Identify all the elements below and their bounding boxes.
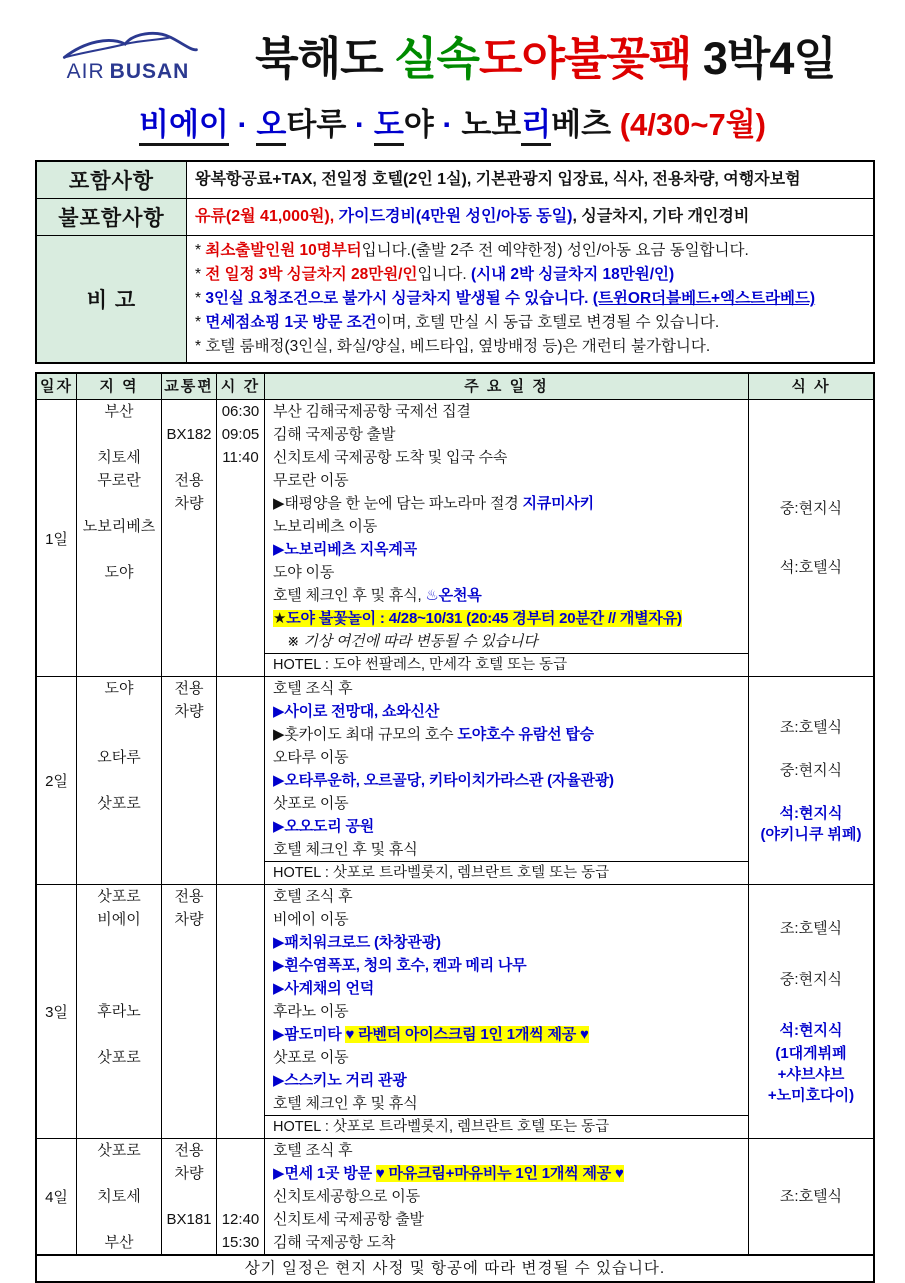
text-segment: 3인실 요청조건으로 불가시 싱글차지 발생될 수 있습니다. [205,290,593,307]
schedule-line [265,1069,748,1092]
text-segment: (트윈OR더블베드+엑스트라베드) [592,290,816,307]
meal-item: +노미호다이) [767,1086,855,1104]
text-segment: 김해 국제공항 도착 [273,1234,396,1251]
time-cell: 12:40 [221,1211,260,1228]
schedule-line [265,492,748,515]
transport-column [162,400,217,676]
text-segment: 김해 국제공항 출발 [273,426,396,443]
spacer [162,861,216,884]
time-cell [217,1139,264,1162]
meal-item: 조:호텔식 [779,1188,843,1205]
time-cell: 09:05 [221,426,260,443]
text-segment: 호텔 조식 후 [273,680,353,697]
time-cell [217,746,264,769]
info-row-content [187,199,873,235]
text-segment: 전 일정 3박 싱글차지 28만원/인 [205,266,418,283]
info-table [35,160,875,364]
subtitle-segment: · [228,107,257,142]
subtitle-segment: · [346,107,374,142]
schedule-column [265,1139,749,1254]
meal-item: 석:호텔식 [779,559,843,576]
region-cell [77,977,161,1000]
region-cell [77,931,161,954]
text-segment: ▶흰수염폭포, 청의 호수, 켄과 메리 나무 [273,957,527,974]
meal-item: (야키니쿠 뷔페) [760,825,862,843]
text-segment: ▶팜도미타 [273,1026,346,1043]
meal-item: 석:현지식 [779,1021,843,1039]
time-cell [217,1092,264,1115]
transport-cell: 전용 [174,888,204,905]
spacer [77,653,161,676]
spacer [162,1115,216,1138]
itinerary-days [37,400,873,1255]
region-cell: 삿포로 [97,888,141,905]
region-cell [77,538,161,561]
schedule-line [265,469,748,492]
transport-cell [162,792,216,815]
text-segment: 신치토세 국제공항 출발 [273,1211,424,1228]
region-cell: 오타루 [97,749,141,766]
schedule-line [265,677,748,700]
time-column [217,885,265,1138]
transport-cell [162,400,216,423]
info-row [37,162,873,199]
schedule-line [265,931,748,954]
text-segment: 호텔 체크인 후 및 휴식, [273,587,426,604]
transport-cell [162,1185,216,1208]
time-cell [217,677,264,700]
region-cell [77,815,161,838]
title-segment: 실속 [394,33,479,84]
schedule-line [265,1139,748,1162]
text-segment: 오타루 이동 [273,749,349,766]
region-cell [77,954,161,977]
page-title [214,22,877,87]
schedule-column [265,400,749,676]
hotel-line: HOTEL : 도야 썬팔레스, 만세각 호텔 또는 동급 [265,653,748,676]
time-cell [217,1023,264,1046]
schedule-line [265,561,748,584]
region-cell: 도야 [104,680,134,697]
text-segment: ♥ 라벤더 아이스크림 1인 1개씩 제공 ♥ [345,1026,589,1043]
info-line [195,165,865,195]
subtitle-segment: 도 [374,107,404,146]
text-segment: 가이드경비(4만원 성인/아동 동일) [338,208,573,225]
time-cell [217,1185,264,1208]
region-cell [77,423,161,446]
region-cell [77,769,161,792]
column-header: 일자 [37,374,77,399]
meal-column [749,1139,873,1254]
schedule-line [265,769,748,792]
transport-cell [162,561,216,584]
hotel-line: HOTEL : 삿포로 트라벨롯지, 렘브란트 호텔 또는 동급 [265,861,748,884]
time-column [217,1139,265,1254]
info-row [37,236,873,362]
time-cell [217,469,264,492]
time-cell [217,838,264,861]
info-line [195,202,865,232]
schedule-line [265,792,748,815]
text-segment: ▶태평양을 한 눈에 담는 파노라마 절경 [273,495,523,512]
schedule-line [265,746,748,769]
schedule-line [265,1023,748,1046]
schedule-column [265,885,749,1138]
meal-item: 석:현지식 [779,804,843,822]
transport-cell [162,607,216,630]
info-row-label: 포함사항 [37,162,187,198]
time-cell [217,584,264,607]
time-cell [217,515,264,538]
schedule-line [265,700,748,723]
time-cell [217,723,264,746]
region-column [77,1139,162,1254]
text-segment: * [195,266,206,283]
air-busan-logo [42,26,214,84]
subtitle-segment: 비에이 [139,107,229,146]
text-segment: ★ [273,610,287,627]
region-cell [77,1092,161,1115]
info-row [37,199,873,236]
spacer [77,861,161,884]
logo-text [67,60,190,84]
time-cell [217,885,264,908]
time-cell: 15:30 [221,1234,260,1251]
transport-cell [162,815,216,838]
text-segment: 이며, 호텔 만실 시 동급 호텔로 변경될 수 있습니다. [376,314,720,331]
region-cell [77,607,161,630]
text-segment: * [195,314,206,331]
day-row [37,1139,873,1255]
time-cell [217,815,264,838]
meal-item: 조:호텔식 [779,718,843,736]
schedule-line [265,538,748,561]
title-segment: 북해도 [255,33,395,84]
transport-cell: 차량 [174,911,204,928]
schedule-line [265,954,748,977]
text-segment: 입니다. [417,266,471,283]
subtitle-segment: 타루 [286,107,347,142]
schedule-line [265,630,748,653]
schedule-line [265,1046,748,1069]
region-cell [77,1162,161,1185]
region-cell: 치토세 [97,1188,141,1205]
time-column [217,400,265,676]
info-row-content [187,162,873,198]
transport-cell: BX182 [166,426,212,443]
region-cell: 노보리베츠 [82,518,156,535]
schedule-line [265,1092,748,1115]
meal-column [749,885,873,1138]
region-cell [77,584,161,607]
text-segment: (시내 2박 싱글차지 18만원/인) [471,266,675,283]
info-line [195,263,865,287]
region-cell [77,723,161,746]
itinerary-footer: 상기 일정은 현지 사정 및 항공에 따라 변경될 수 있습니다. [37,1255,873,1281]
text-segment: 신치토세 국제공항 도착 및 입국 수속 [273,449,508,466]
schedule-line [265,885,748,908]
schedule-line [265,515,748,538]
info-line [195,335,865,359]
region-cell: 비에이 [97,911,141,928]
info-line [195,287,865,311]
text-segment: ▶사계채의 언덕 [273,980,375,997]
text-segment: 호텔 체크인 후 및 휴식 [273,1095,418,1112]
schedule-line [265,607,748,630]
text-segment: ▶사이로 전망대, 쇼와신산 [273,703,440,720]
text-segment: 도야 이동 [273,564,335,581]
text-segment: 왕복항공료+TAX, 전일정 호텔(2인 1실), 기본관광지 입장료, 식사, 전용차량, 여행자보험 [195,171,801,188]
schedule-line [265,1162,748,1185]
text-segment: * [195,242,206,259]
transport-cell [162,584,216,607]
meal-item: 중:현지식 [779,500,843,517]
text-segment: 부산 김해국제공항 국제선 집결 [273,403,471,420]
schedule-line [265,723,748,746]
time-cell [217,561,264,584]
header [0,22,905,87]
day-number-cell: 1일 [37,400,77,676]
text-segment: 지큐미사키 [522,495,594,512]
transport-cell [162,931,216,954]
region-cell [77,1023,161,1046]
transport-cell [162,1046,216,1069]
transport-column [162,1139,217,1254]
time-cell [217,538,264,561]
text-segment: ▶홋카이도 최대 규모의 호수 [273,726,458,743]
page-subtitle [0,99,905,144]
schedule-line [265,908,748,931]
logo-busan: BUSAN [109,59,190,83]
time-cell: 11:40 [222,449,259,466]
itinerary-table [35,372,875,1283]
region-cell [77,700,161,723]
transport-cell: 차량 [174,703,204,720]
region-cell: 삿포로 [97,1142,141,1159]
day-number-cell: 3일 [37,885,77,1138]
schedule-column [265,677,749,884]
day-row [37,400,873,677]
day-row [37,885,873,1139]
transport-column [162,885,217,1138]
subtitle-segment: 베츠 [551,107,620,142]
transport-cell: 전용 [174,472,204,489]
text-segment: 신치토세공항으로 이동 [273,1188,420,1205]
meal-column [749,400,873,676]
time-cell [217,1162,264,1185]
day-number-cell: 2일 [37,677,77,884]
transport-cell [162,723,216,746]
time-cell [217,931,264,954]
subtitle-segment: 리 [521,107,551,146]
text-segment: * [195,290,206,307]
schedule-line [265,977,748,1000]
time-cell [217,1069,264,1092]
time-cell [217,792,264,815]
text-segment: 호텔 체크인 후 및 휴식 [273,841,418,858]
region-cell: 삿포로 [97,1049,141,1066]
transport-cell [162,538,216,561]
time-cell [217,769,264,792]
transport-cell: BX181 [166,1211,212,1228]
transport-cell [162,1023,216,1046]
region-cell: 후라노 [97,1003,141,1020]
day-row [37,677,873,885]
text-segment: ▶오오도리 공원 [273,818,375,835]
title-segment: 3박4일 [691,33,836,84]
text-segment: 삿포로 이동 [273,795,349,812]
transport-cell [162,515,216,538]
meal-item: 조:호텔식 [779,919,843,937]
text-segment: 유류(2월 41,000원), [195,208,339,225]
info-line [195,311,865,335]
transport-cell: 차량 [174,495,204,512]
column-header: 교통편 [162,374,217,399]
transport-cell [162,977,216,1000]
transport-cell: 차량 [174,1165,204,1182]
text-segment: ▶오타루운하, 오르골당, 키타이치가라스관 (자율관광) [273,772,614,789]
time-cell: 06:30 [221,403,260,420]
transport-cell [162,838,216,861]
region-cell [77,1069,161,1092]
schedule-line [265,1208,748,1231]
text-segment: ※ 기상 여건에 따라 변동될 수 있습니다 [287,633,538,650]
day-number-cell: 4일 [37,1139,77,1254]
time-cell [217,630,264,653]
schedule-line [265,423,748,446]
schedule-line [265,584,748,607]
meal-item: 중:현지식 [779,970,843,988]
time-cell [217,1046,264,1069]
schedule-line [265,815,748,838]
text-segment: 노보리베츠 이동 [273,518,377,535]
transport-cell: 전용 [174,680,204,697]
text-segment: 삿포로 이동 [273,1049,349,1066]
text-segment: 후라노 이동 [273,1003,349,1020]
meal-column [749,677,873,884]
region-cell: 부산 [104,403,134,420]
column-header: 식 사 [791,378,831,395]
time-cell [217,1000,264,1023]
meal-item: (1대게뷔페 [775,1044,847,1062]
seagull-icon [54,26,202,64]
schedule-line [265,838,748,861]
region-cell: 도야 [104,564,134,581]
transport-cell [162,446,216,469]
itinerary-header [37,374,873,400]
region-cell: 치토세 [97,449,141,466]
hotel-line: HOTEL : 삿포로 트라벨롯지, 렘브란트 호텔 또는 동급 [265,1115,748,1138]
text-segment: 호텔 조식 후 [273,1142,353,1159]
text-segment: 무로란 이동 [273,472,349,489]
region-cell [77,492,161,515]
time-cell [217,977,264,1000]
transport-cell [162,769,216,792]
subtitle-segment: · [433,107,462,142]
schedule-line [265,1000,748,1023]
schedule-line [265,400,748,423]
text-segment: ▶면세 1곳 방문 [273,1165,376,1182]
transport-cell [162,746,216,769]
transport-cell [162,1092,216,1115]
text-segment: ▶패치워크로드 (차창관광) [273,934,441,951]
time-column [217,677,265,884]
region-cell [77,630,161,653]
text-segment: * 호텔 룸배정(3인실, 화실/양실, 베드타입, 옆방배정 등)은 개런티 불가합니다. [195,338,711,355]
subtitle-segment: 오 [256,107,286,146]
time-cell [217,700,264,723]
region-column [77,677,162,884]
region-cell: 무로란 [97,472,141,489]
time-cell [217,492,264,515]
spacer [77,1115,161,1138]
transport-cell [162,1000,216,1023]
schedule-line [265,1185,748,1208]
text-segment: , 싱글차지, 기타 개인경비 [572,208,750,225]
schedule-line [265,446,748,469]
region-column [77,400,162,676]
transport-cell: 전용 [174,1142,204,1159]
region-cell: 부산 [104,1234,134,1251]
transport-column [162,677,217,884]
column-header: 주 요 일 정 [265,374,749,399]
info-row-label: 비 고 [37,236,187,362]
column-header: 지 역 [77,374,162,399]
time-cell [217,908,264,931]
text-segment: 호텔 조식 후 [273,888,353,905]
info-line [195,239,865,263]
schedule-line [265,1231,748,1254]
subtitle-segment: (4/30~7월) [619,107,766,142]
meal-item: 중:현지식 [779,761,843,779]
region-cell: 삿포로 [97,795,141,812]
subtitle-segment: 야 [403,107,434,142]
logo-air: AIR [66,59,105,83]
column-header: 시 간 [217,374,265,399]
text-segment: ♥ 마유크림+마유비누 1인 1개씩 제공 ♥ [375,1165,624,1182]
transport-cell [162,1231,216,1254]
text-segment: 도야호수 유람선 탑승 [457,726,594,743]
text-segment: 최소출발인원 10명부터 [205,242,362,259]
text-segment: ▶노보리베츠 지옥계곡 [273,541,417,558]
title-segment: 도야불꽃팩 [479,33,692,84]
info-row-content [187,236,873,362]
transport-cell [162,954,216,977]
text-segment: 면세점쇼핑 1곳 방문 조건 [205,314,377,331]
time-cell [217,954,264,977]
transport-cell [162,630,216,653]
subtitle-segment: 노보 [461,107,522,142]
text-segment: 비에이 이동 [273,911,349,928]
region-column [77,885,162,1138]
text-segment: 도야 불꽃놀이 : 4/28~10/31 (20:45 경부터 20분간 // 개별자유) [286,610,682,627]
text-segment: ▶스스키노 거리 관광 [273,1072,407,1089]
region-cell [77,1208,161,1231]
spacer [217,861,264,884]
text-segment: ♨온천욕 [425,587,482,604]
spacer [217,653,264,676]
time-cell [217,607,264,630]
spacer [217,1115,264,1138]
info-row-label: 불포함사항 [37,199,187,235]
region-cell [77,838,161,861]
transport-cell [162,1069,216,1092]
text-segment: 입니다.(출발 2주 전 예약한정) 성인/아동 요금 동일합니다. [361,242,749,259]
spacer [162,653,216,676]
meal-item: +샤브샤브 [777,1065,845,1083]
